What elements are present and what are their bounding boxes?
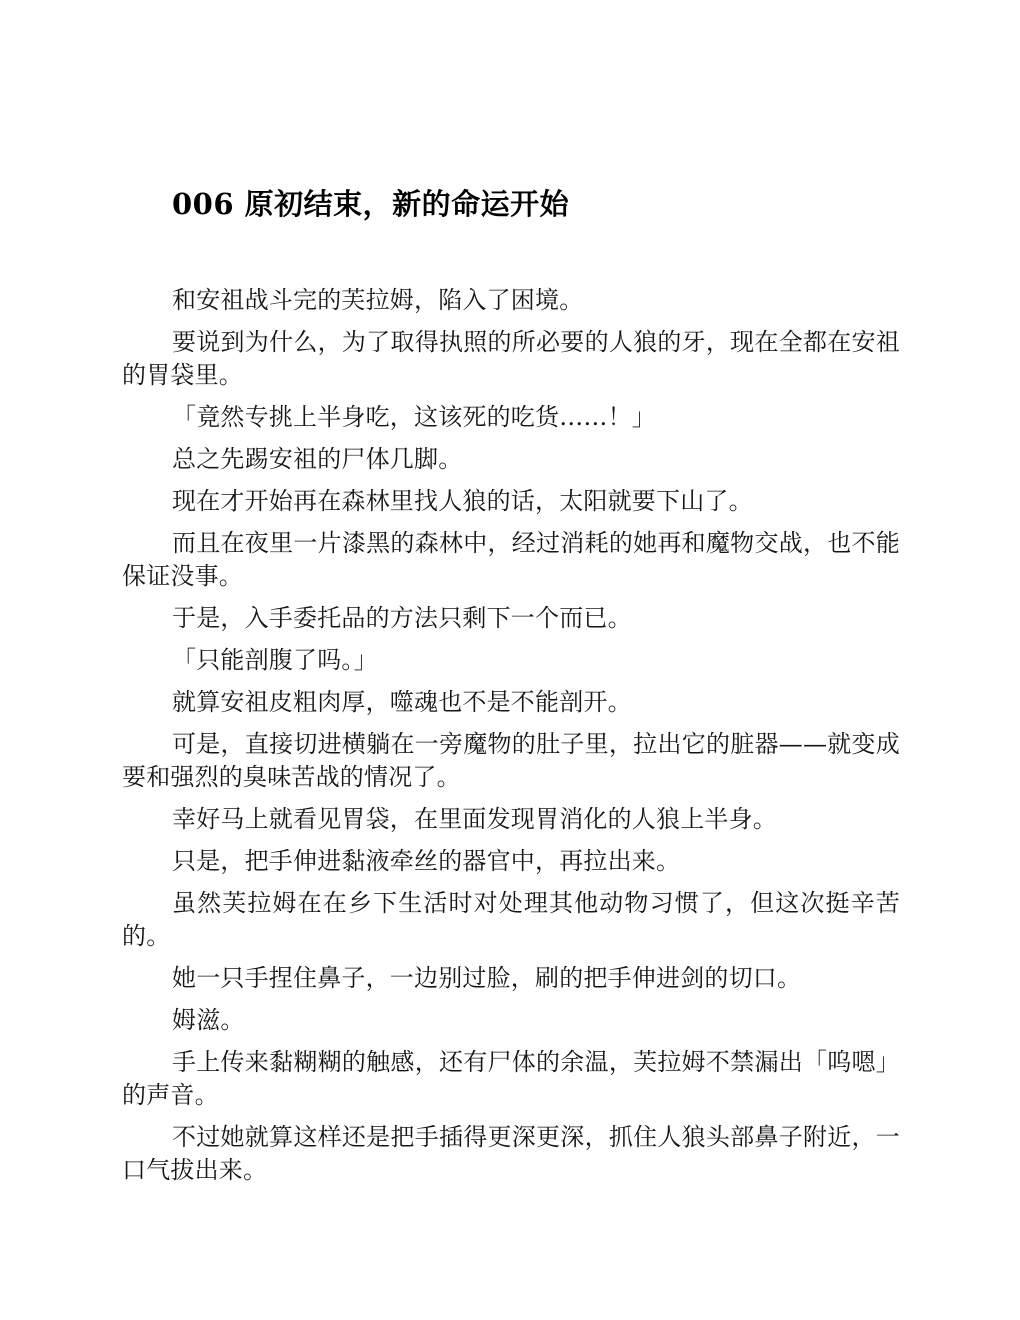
paragraph: 手上传来黏糊糊的触感，还有尸体的余温，芙拉姆不禁漏出「呜嗯」的声音。 [122,1048,900,1109]
paragraph: 就算安祖皮粗肉厚，噬魂也不是不能剖开。 [172,688,632,716]
paragraph: 只是，把手伸进黏液牵丝的器官中，再拉出来。 [172,847,681,875]
chapter-title: 006 原初结束，新的命运开始 [172,187,570,221]
paragraph: 「竟然专挑上半身吃，这该死的吃货……！」 [172,403,656,431]
paragraph: 和安祖战斗完的芙拉姆，陷入了困境。 [172,286,584,314]
paragraph: 可是，直接切进横躺在一旁魔物的肚子里，拉出它的脏器——就变成要和强烈的臭味苦战的情况了。 [122,730,900,791]
paragraph: 而且在夜里一片漆黑的森林中，经过消耗的她再和魔物交战，也不能保证没事。 [122,529,900,590]
paragraph: 她一只手捏住鼻子，一边别过脸，刷的把手伸进剑的切口。 [172,964,802,992]
paragraph: 现在才开始再在森林里找人狼的话，太阳就要下山了。 [172,487,753,515]
paragraph: 姆滋。 [172,1006,245,1034]
chapter-body [122,284,900,1196]
paragraph: 要说到为什么，为了取得执照的所必要的人狼的牙，现在全都在安祖的胃袋里。 [122,328,900,389]
paragraph: 幸好马上就看见胃袋，在里面发现胃消化的人狼上半身。 [172,805,777,833]
paragraph: 「只能剖腹了吗。」 [172,646,378,674]
paragraph: 虽然芙拉姆在在乡下生活时对处理其他动物习惯了，但这次挺辛苦的。 [122,889,900,950]
paragraph: 于是，入手委托品的方法只剩下一个而已。 [172,604,632,632]
paragraph: 总之先踢安祖的尸体几脚。 [172,445,463,473]
paragraph: 不过她就算这样还是把手插得更深更深，抓住人狼头部鼻子附近，一口气拔出来。 [122,1123,900,1184]
